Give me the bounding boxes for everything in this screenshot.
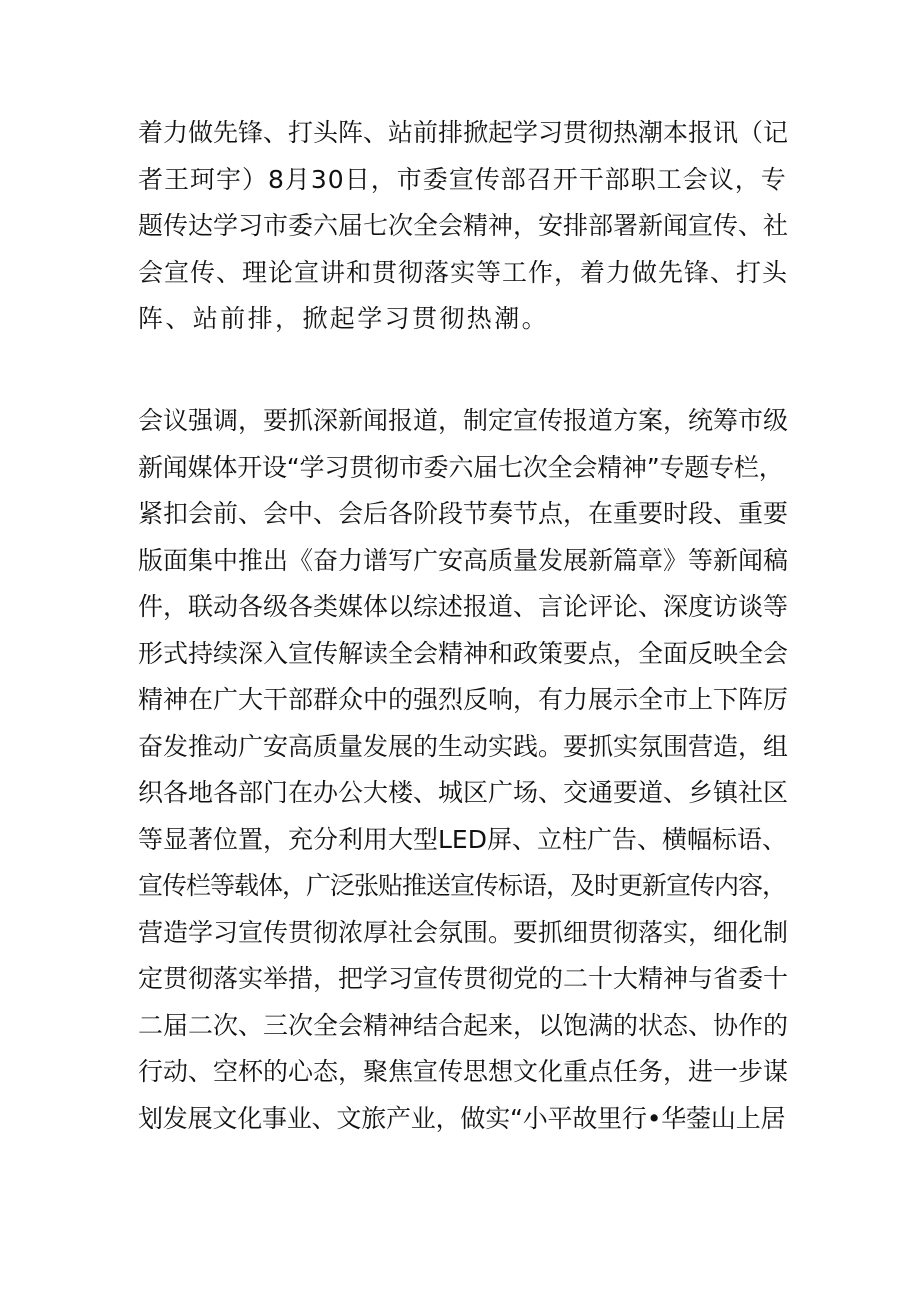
text-line: 织各地各部门在办公大楼、城区广场、交通要道、乡镇社区 [138, 778, 789, 807]
paragraph-news-lead [138, 110, 788, 343]
text-line: 定贯彻落实举措，把学习宣传贯彻党的二十大精神与省委十 [138, 964, 789, 993]
text-line: 会议强调，要抓深新闻报道，制定宣传报道方案，统筹市级 [138, 406, 789, 435]
text-line: 二届二次、三次全会精神结合起来，以饱满的状态、协作的 [138, 1010, 789, 1040]
text-line: 新闻媒体开设“学习贯彻市委六届七次全会精神”专题专栏， [138, 452, 784, 482]
text-line: 行动、空杯的心态，聚焦宣传思想文化重点任务，进一步谋 [138, 1057, 789, 1086]
text-line: 形式持续深入宣传解读全会精神和政策要点，全面反映全会 [138, 638, 789, 668]
text-line: 精神在广大干部群众中的强烈反响，有力展示全市上下阵厉 [138, 685, 789, 714]
text-line: 划发展文化事业、文旅产业，做实“小平故里行•华蓥山上居 [138, 1103, 786, 1133]
text-line: 版面集中推出《奋力谱写广安高质量发展新篇章》等新闻稿 [138, 545, 789, 575]
text-line: 等显著位置，充分利用大型LED屏、立柱广告、横幅标语、 [138, 824, 787, 854]
text-line: 题传达学习市委六届七次全会精神，安排部署新闻宣传、社 [138, 211, 789, 240]
text-line: 宣传栏等载体，广泛张贴推送宣传标语，及时更新宣传内容， [138, 871, 787, 900]
text-line: 件，联动各级各类媒体以综述报道、言论评论、深度访谈等 [138, 592, 789, 621]
text-line: 奋发推动广安高质量发展的生动实践。要抓实氛围营造，组 [138, 731, 789, 761]
text-line: 营造学习宣传贯彻浓厚社会氛围。要抓细贯彻落实，细化制 [138, 917, 789, 947]
text-line: 着力做先锋、打头阵、站前排掀起学习贯彻热潮本报讯（记 [138, 118, 789, 147]
text-line: 紧扣会前、会中、会后各阶段节奏节点，在重要时段、重要 [138, 499, 789, 528]
paragraph-meeting-emphasis [138, 398, 788, 1142]
text-line: 者王珂宇）8月30日，市委宣传部召开干部职工会议，专 [138, 164, 787, 194]
text-line: 会宣传、理论宣讲和贯彻落实等工作，着力做先锋、打头 [138, 257, 789, 287]
text-line: 阵、站前排，掀起学习贯彻热潮。 [138, 304, 550, 333]
